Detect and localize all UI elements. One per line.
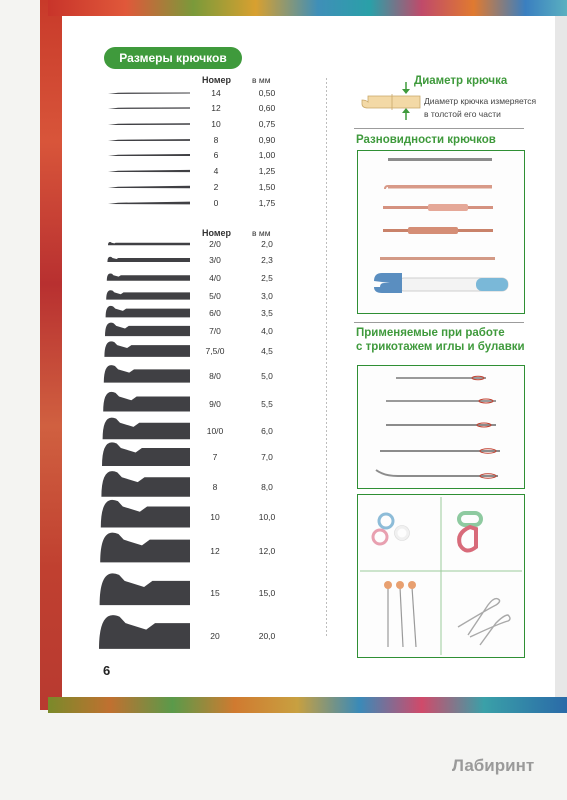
crochet-hook — [108, 242, 190, 245]
hook-number: 7,5/0 — [205, 346, 225, 356]
steel-hook — [108, 107, 190, 109]
table1-number-header: Номер — [202, 75, 232, 85]
hook-types-photo — [357, 150, 525, 314]
needles-photo — [357, 365, 525, 489]
hook-number: 12 — [211, 103, 221, 113]
hook-size-mm: 1,50 — [258, 182, 276, 192]
hook-size-mm: 2,0 — [261, 239, 273, 249]
hook-number: 7 — [212, 452, 218, 462]
crochet-hook — [101, 500, 190, 528]
hook-number: 4/0 — [209, 273, 221, 283]
crochet-hook — [102, 442, 190, 466]
table1-mm-header: в мм — [252, 75, 271, 85]
steel-hook — [108, 139, 190, 141]
crochet-hook — [104, 341, 190, 356]
hook-number: 20 — [210, 631, 220, 641]
hook-size-mm: 2,3 — [261, 255, 273, 265]
hook-size-mm: 15,0 — [258, 588, 276, 598]
hook-size-mm: 0,75 — [258, 119, 276, 129]
hook-number: 3/0 — [209, 255, 221, 265]
hook-types-title: Разновидности крючков — [356, 134, 496, 146]
section-rule — [354, 128, 524, 129]
hook-number: 2/0 — [209, 239, 221, 249]
crochet-hook — [106, 290, 190, 299]
hook-number: 6/0 — [209, 308, 221, 318]
hook-number: 7/0 — [209, 326, 221, 336]
column-divider — [326, 78, 327, 638]
page-number: 6 — [103, 663, 111, 678]
hook-number: 2 — [213, 182, 219, 192]
labirint-watermark: Лабиринт — [452, 756, 535, 775]
hook-size-mm: 1,25 — [258, 166, 276, 176]
diameter-title: Диаметр крючка — [414, 75, 508, 87]
pins-photo — [357, 494, 525, 658]
hook-number: 6 — [213, 150, 219, 160]
needles-title-line2: с трикотажем иглы и булавки — [356, 341, 525, 353]
hook-number: 10 — [210, 512, 220, 522]
steel-hook — [108, 123, 190, 125]
crochet-hook — [107, 257, 190, 262]
hook-number: 10/0 — [206, 426, 224, 436]
crochet-hook — [106, 306, 190, 317]
hook-size-mm: 0,50 — [258, 88, 276, 98]
hook-size-mm: 3,0 — [261, 291, 273, 301]
hook-diameter-illustration — [354, 78, 424, 128]
hook-size-mm: 6,0 — [261, 426, 273, 436]
steel-hook — [108, 154, 190, 156]
hook-number: 10 — [211, 119, 221, 129]
diameter-note-line1: Диаметр крючка измеряется — [424, 96, 537, 106]
hook-number: 5/0 — [209, 291, 221, 301]
needles-title-line1: Применяемые при работе — [356, 327, 505, 339]
crochet-hook — [103, 418, 190, 440]
hook-size-mm: 12,0 — [258, 546, 276, 556]
hook-size-mm: 4,0 — [261, 326, 273, 336]
table2-number-header: Номер — [202, 228, 232, 238]
steel-hook — [108, 202, 190, 205]
crochet-hook — [107, 273, 190, 280]
hook-size-mm: 2,5 — [261, 273, 273, 283]
hook-number: 8/0 — [209, 371, 221, 381]
steel-hook — [108, 93, 190, 95]
hook-number: 14 — [211, 88, 221, 98]
hook-size-mm: 0,60 — [258, 103, 276, 113]
hook-size-mm: 3,5 — [261, 308, 273, 318]
steel-hook — [108, 170, 190, 172]
hook-size-mm: 1,75 — [258, 198, 276, 208]
hook-size-mm: 5,0 — [261, 371, 273, 381]
hook-size-mm: 20,0 — [258, 631, 276, 641]
crochet-hook — [101, 471, 190, 497]
section-rule-2 — [354, 322, 524, 323]
crochet-hook — [104, 365, 190, 383]
hook-size-mm: 1,00 — [258, 150, 276, 160]
hook-size-mm: 5,5 — [261, 399, 273, 409]
hook-size-mm: 8,0 — [261, 482, 273, 492]
table2-mm-header: в мм — [252, 228, 271, 238]
steel-hook — [108, 186, 190, 189]
crochet-hook — [99, 615, 190, 649]
crochet-hook — [100, 573, 190, 605]
hook-number: 12 — [210, 546, 220, 556]
hook-size-mm: 0,90 — [258, 135, 276, 145]
hook-size-mm: 10,0 — [258, 512, 276, 522]
hook-size-mm: 4,5 — [261, 346, 273, 356]
hook-size-mm: 7,0 — [261, 452, 273, 462]
hook-number: 8 — [212, 482, 218, 492]
crochet-hook — [105, 323, 190, 336]
hook-number: 15 — [210, 588, 220, 598]
hook-number: 8 — [213, 135, 219, 145]
crochet-hook — [103, 392, 190, 412]
hook-number: 4 — [213, 166, 219, 176]
diameter-note-line2: в толстой его части — [424, 109, 501, 119]
hook-number: 0 — [213, 198, 219, 208]
crochet-hook — [100, 533, 190, 563]
hook-number: 9/0 — [209, 399, 221, 409]
hook-sizes-title: Размеры крючков — [104, 47, 242, 69]
